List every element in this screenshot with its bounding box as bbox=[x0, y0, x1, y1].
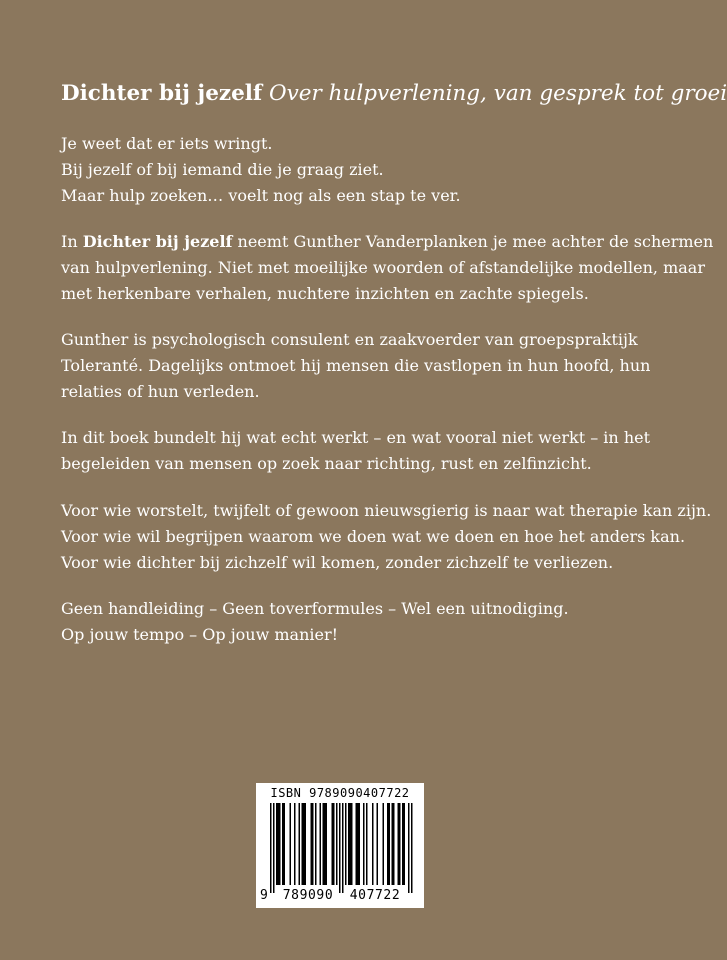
barcode-bar bbox=[276, 803, 278, 885]
barcode-bar bbox=[323, 803, 325, 885]
barcode-bar bbox=[404, 803, 406, 885]
book-subtitle: Over hulpverlening, van gesprek tot groei bbox=[269, 81, 727, 106]
barcode-bar bbox=[302, 803, 304, 885]
barcode-guard-bar bbox=[270, 803, 272, 893]
paragraph-book-content bbox=[61, 425, 661, 477]
paragraph-line: Geen handleiding – Geen toverformules – Wel een uitnodiging. bbox=[61, 599, 569, 618]
paragraph-line: met herkenbare verhalen, nuchtere inzichten en zachte spiegels. bbox=[61, 284, 589, 303]
paragraph-closing bbox=[61, 596, 661, 648]
barcode-bar bbox=[383, 803, 385, 885]
barcode-bar bbox=[332, 803, 334, 885]
book-title-inline: Dichter bij jezelf bbox=[82, 232, 233, 251]
barcode-bar bbox=[303, 803, 305, 885]
barcode-bar bbox=[359, 803, 361, 885]
barcode-bar bbox=[348, 803, 350, 885]
barcode-bar bbox=[336, 803, 338, 885]
barcode-guard-bar bbox=[273, 803, 275, 893]
barcode-bar bbox=[279, 803, 281, 885]
barcode-bar bbox=[333, 803, 335, 885]
barcode-bar bbox=[372, 803, 374, 885]
paragraph-line: Op jouw tempo – Op jouw manier! bbox=[61, 625, 339, 644]
text-span: In bbox=[61, 232, 83, 251]
barcode-bar bbox=[282, 803, 284, 885]
barcode-bar bbox=[398, 803, 400, 885]
barcode-guard-bar bbox=[408, 803, 410, 893]
barcode-bar bbox=[278, 803, 280, 885]
barcode-bar bbox=[387, 803, 389, 885]
barcode-bar bbox=[392, 803, 394, 885]
barcode-bar bbox=[299, 803, 301, 885]
isbn-barcode bbox=[256, 783, 424, 908]
barcode-bar bbox=[357, 803, 359, 885]
isbn-label: ISBN 9789090407722 bbox=[270, 786, 410, 800]
barcode-bar bbox=[290, 803, 292, 885]
paragraph-line: Voor wie worstelt, twijfelt of gewoon nieuwsgierig is naar wat therapie kan zijn. bbox=[61, 501, 712, 520]
paragraph-line: In dit boek bundelt hij wat echt werkt – en wat vooral niet werkt – in het bbox=[61, 428, 651, 447]
barcode-bar bbox=[324, 803, 326, 885]
intro-paragraph bbox=[61, 131, 661, 209]
book-title-line bbox=[61, 80, 727, 108]
barcode-bar bbox=[315, 803, 317, 885]
isbn-digits-right: 407722 bbox=[349, 888, 401, 903]
barcode-bar bbox=[402, 803, 404, 885]
paragraph-audience bbox=[61, 498, 712, 576]
barcode-bar bbox=[399, 803, 401, 885]
paragraph-line: relaties of hun verleden. bbox=[61, 382, 260, 401]
barcode-bar bbox=[389, 803, 391, 885]
barcode-bar bbox=[377, 803, 379, 885]
paragraph-author-intro bbox=[61, 229, 714, 307]
barcode-bar bbox=[305, 803, 307, 885]
barcode-bar bbox=[356, 803, 358, 885]
isbn-digit-first: 9 bbox=[260, 888, 268, 903]
barcode-bar bbox=[366, 803, 368, 885]
barcode-bar bbox=[393, 803, 395, 885]
barcode-bar bbox=[294, 803, 296, 885]
paragraph-line: Toleranté. Dagelijks ontmoet hij mensen die vastlopen in hun hoofd, hun bbox=[61, 356, 651, 375]
paragraph-line bbox=[61, 229, 714, 255]
barcode-bar bbox=[284, 803, 286, 885]
intro-line: Bij jezelf of bij iemand die je graag ziet. bbox=[61, 160, 384, 179]
isbn-digits-left: 789090 bbox=[282, 888, 334, 903]
barcode-bar bbox=[351, 803, 353, 885]
paragraph-line: van hulpverlening. Niet met moeilijke woorden of afstandelijke modellen, maar bbox=[61, 258, 705, 277]
barcode-bar bbox=[320, 803, 322, 885]
barcode-bar bbox=[312, 803, 314, 885]
barcode-guard-bar bbox=[339, 803, 341, 893]
paragraph-author-bio bbox=[61, 327, 661, 405]
paragraph-line: Gunther is psychologisch consulent en zaakvoerder van groepspraktijk bbox=[61, 330, 638, 349]
paragraph-line: begeleiden van mensen op zoek naar richting, rust en zelfinzicht. bbox=[61, 454, 592, 473]
barcode-guard-bar bbox=[342, 803, 344, 893]
barcode-bar bbox=[345, 803, 347, 885]
barcode-bar bbox=[326, 803, 328, 885]
intro-line: Maar hulp zoeken… voelt nog als een stap te ver. bbox=[61, 186, 461, 205]
barcode-guard-bar bbox=[411, 803, 413, 893]
text-span: neemt Gunther Vanderplanken je mee achter de schermen bbox=[232, 232, 714, 251]
book-title: Dichter bij jezelf bbox=[61, 81, 263, 106]
barcode-bar bbox=[363, 803, 365, 885]
barcode-bar bbox=[311, 803, 313, 885]
paragraph-line: Voor wie wil begrijpen waarom we doen wat we doen en hoe het anders kan. bbox=[61, 527, 686, 546]
intro-line: Je weet dat er iets wringt. bbox=[61, 134, 273, 153]
barcode-bar bbox=[350, 803, 352, 885]
paragraph-line: Voor wie dichter bij zichzelf wil komen, zonder zichzelf te verliezen. bbox=[61, 553, 614, 572]
